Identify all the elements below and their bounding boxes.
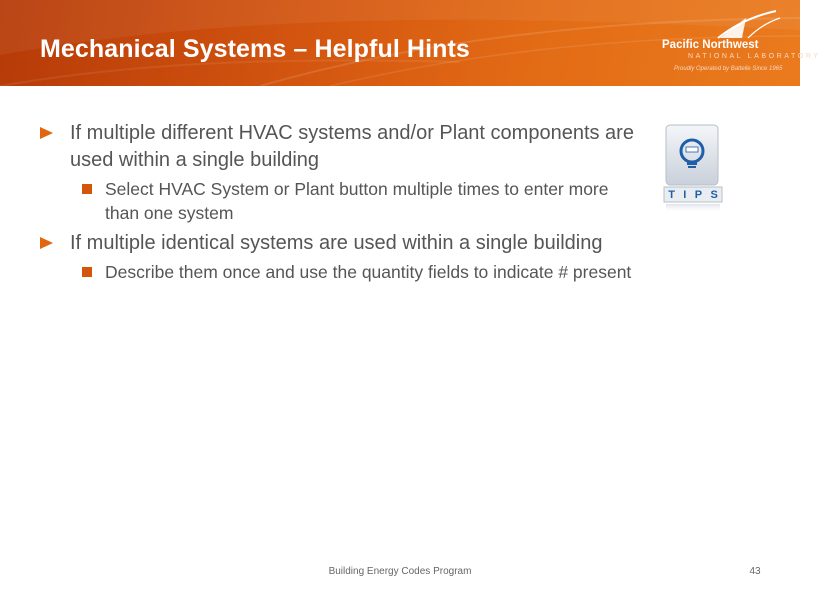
bullet-level2 [40, 177, 640, 225]
logo-tagline: Proudly Operated by Battelle Since 1965 [674, 66, 783, 72]
bullet-text: If multiple different HVAC systems and/or Plant components are used within a single building [70, 122, 634, 171]
bullet-level1 [40, 230, 640, 257]
logo-lab: NATIONAL LABORATORY [688, 53, 821, 60]
bullet-text: If multiple identical systems are used within a single building [70, 232, 603, 254]
square-bullet-icon [82, 267, 92, 277]
tips-letter: I [683, 188, 687, 201]
tips-lightbulb-icon [664, 125, 722, 213]
bullet-level1 [40, 120, 640, 174]
page-number: 43 [749, 566, 761, 577]
triangle-bullet-icon [40, 237, 53, 249]
slide-content [40, 120, 640, 289]
bullet-text: Select HVAC System or Plant button multiple times to enter more than one system [105, 179, 609, 223]
tips-letter: P [694, 188, 703, 201]
triangle-bullet-icon [40, 127, 53, 139]
tips-letter: S [710, 188, 718, 201]
square-bullet-icon [82, 184, 92, 194]
slide-header [0, 0, 821, 86]
bullet-level2 [40, 260, 640, 284]
tips-letter: T [668, 188, 675, 201]
logo-swoosh-icon [658, 8, 798, 40]
bullet-text: Describe them once and use the quantity fields to indicate # present [105, 262, 632, 282]
logo-name: Pacific Northwest [662, 39, 759, 51]
pnnl-logo [658, 8, 821, 80]
footer-program: Building Energy Codes Program [328, 566, 472, 577]
tips-letters [664, 187, 722, 202]
slide-title: Mechanical Systems – Helpful Hints [40, 35, 470, 63]
